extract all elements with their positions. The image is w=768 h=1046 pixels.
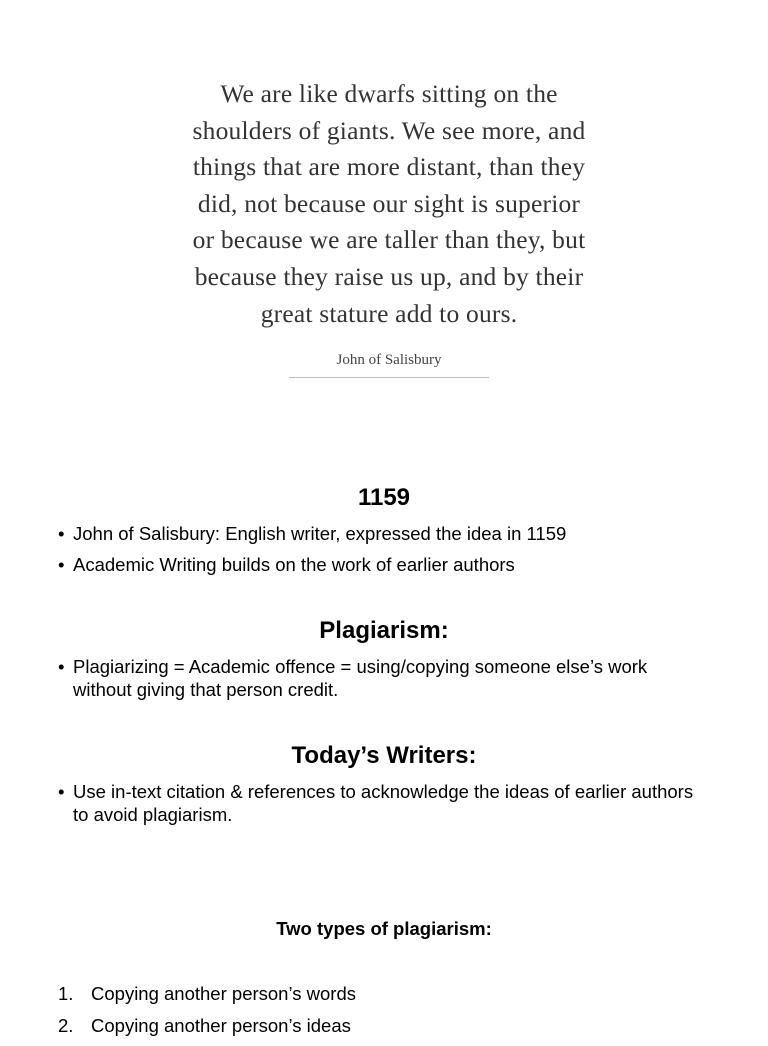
list-item [58, 553, 708, 576]
list-item [58, 780, 708, 826]
quote-line: great stature add to ours. [260, 298, 518, 328]
list-number: 1. [58, 983, 74, 1004]
bullet-icon: • [58, 554, 65, 575]
list-item-text: Copying another person’s ideas [91, 1015, 351, 1036]
list-item-text: John of Salisbury: English writer, expressed the idea in 1159 [73, 523, 567, 544]
quote-line: things that are more distant, than they [192, 152, 586, 182]
quote-text [120, 76, 658, 332]
bullet-icon: • [58, 781, 65, 802]
bullet-list-plagiarism [58, 655, 708, 709]
list-item [58, 655, 708, 701]
quote-author: John of Salisbury [336, 352, 442, 369]
bullet-icon: • [58, 523, 65, 544]
quote-line: because they raise us up, and by their [194, 261, 584, 291]
list-item [58, 1014, 356, 1037]
quote-line: We are like dwarfs sitting on the [220, 79, 558, 108]
list-item-text: Copying another person’s words [91, 983, 356, 1004]
list-item-text: Use in-text citation & references to acknowledge the ideas of earlier authors to avoid plagiarism. [73, 781, 694, 825]
heading-two-types: Two types of plagiarism: [276, 918, 492, 939]
quote-block [120, 76, 658, 378]
bullet-icon: • [58, 656, 65, 677]
heading-todays-writers: Today’s Writers: [291, 742, 477, 769]
list-number: 2. [58, 1015, 74, 1036]
quote-line: shoulders of giants. We see more, and [192, 115, 586, 145]
quote-line: did, not because our sight is superior [197, 188, 581, 218]
numbered-list-types [58, 982, 356, 1046]
quote-line: or because we are taller than they, but [192, 225, 586, 255]
heading-1159: 1159 [357, 484, 411, 511]
heading-plagiarism: Plagiarism: [319, 617, 449, 644]
list-item-text: Academic Writing builds on the work of earlier authors [73, 554, 515, 575]
bullet-list-todays-writers [58, 780, 708, 834]
list-item [58, 982, 356, 1005]
quote-divider [289, 377, 489, 378]
list-item-text: Plagiarizing = Academic offence = using/copying someone else’s work without giving that person credit. [73, 656, 648, 700]
list-item [58, 522, 708, 545]
bullet-list-1159 [58, 522, 708, 584]
